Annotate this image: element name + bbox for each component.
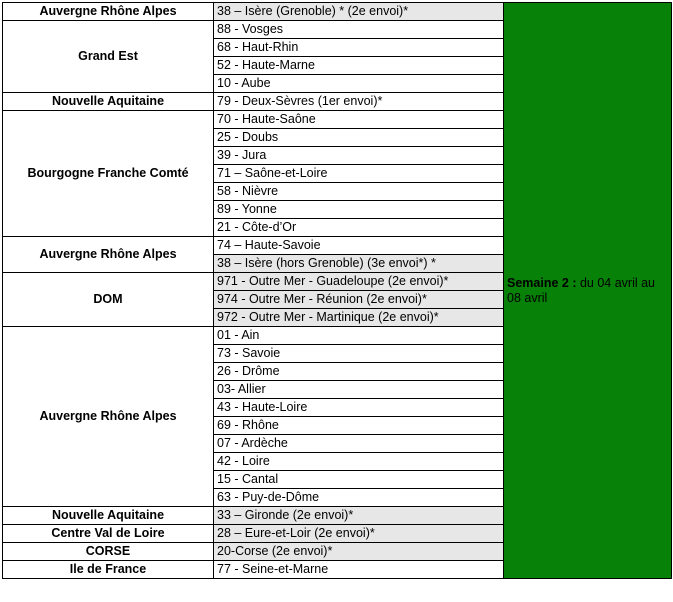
department-cell: 07 - Ardèche [214, 435, 504, 453]
region-cell: Auvergne Rhône Alpes [3, 3, 214, 21]
department-cell: 89 - Yonne [214, 201, 504, 219]
department-cell: 26 - Drôme [214, 363, 504, 381]
region-cell: Bourgogne Franche Comté [3, 111, 214, 237]
department-cell: 21 - Côte-d’Or [214, 219, 504, 237]
department-cell: 15 - Cantal [214, 471, 504, 489]
department-cell: 971 - Outre Mer - Guadeloupe (2e envoi)* [214, 273, 504, 291]
department-cell: 70 - Haute-Saône [214, 111, 504, 129]
department-cell: 79 - Deux-Sèvres (1er envoi)* [214, 93, 504, 111]
department-cell: 43 - Haute-Loire [214, 399, 504, 417]
table-row [3, 3, 672, 21]
department-cell: 69 - Rhône [214, 417, 504, 435]
department-cell: 974 - Outre Mer - Réunion (2e envoi)* [214, 291, 504, 309]
department-cell: 10 - Aube [214, 75, 504, 93]
region-cell: Auvergne Rhône Alpes [3, 327, 214, 507]
department-cell: 28 – Eure-et-Loir (2e envoi)* [214, 525, 504, 543]
schedule-table-container [2, 2, 671, 600]
department-cell: 88 - Vosges [214, 21, 504, 39]
schedule-table [2, 2, 672, 579]
department-cell: 38 – Isère (Grenoble) * (2e envoi)* [214, 3, 504, 21]
week-label: Semaine 2 : [507, 275, 577, 290]
region-cell: Nouvelle Aquitaine [3, 93, 214, 111]
region-cell: Auvergne Rhône Alpes [3, 237, 214, 273]
region-cell: Ile de France [3, 561, 214, 579]
department-cell: 63 - Puy-de-Dôme [214, 489, 504, 507]
department-cell: 972 - Outre Mer - Martinique (2e envoi)* [214, 309, 504, 327]
department-cell: 25 - Doubs [214, 129, 504, 147]
department-cell: 68 - Haut-Rhin [214, 39, 504, 57]
department-cell: 73 - Savoie [214, 345, 504, 363]
department-cell: 52 - Haute-Marne [214, 57, 504, 75]
region-cell: Grand Est [3, 21, 214, 93]
department-cell: 58 - Nièvre [214, 183, 504, 201]
department-cell: 71 – Saône-et-Loire [214, 165, 504, 183]
region-cell: Centre Val de Loire [3, 525, 214, 543]
department-cell: 01 - Ain [214, 327, 504, 345]
department-cell: 39 - Jura [214, 147, 504, 165]
region-cell: CORSE [3, 543, 214, 561]
region-cell: DOM [3, 273, 214, 327]
department-cell: 77 - Seine-et-Marne [214, 561, 504, 579]
region-cell: Nouvelle Aquitaine [3, 507, 214, 525]
schedule-table-body [3, 3, 672, 579]
week-dates: du 04 avril au 08 avril [507, 275, 656, 305]
department-cell: 38 – Isère (hors Grenoble) (3e envoi*) * [214, 255, 504, 273]
department-cell: 42 - Loire [214, 453, 504, 471]
department-cell: 74 – Haute-Savoie [214, 237, 504, 255]
week-cell [504, 3, 672, 579]
department-cell: 33 – Gironde (2e envoi)* [214, 507, 504, 525]
department-cell: 20-Corse (2e envoi)* [214, 543, 504, 561]
department-cell: 03- Allier [214, 381, 504, 399]
